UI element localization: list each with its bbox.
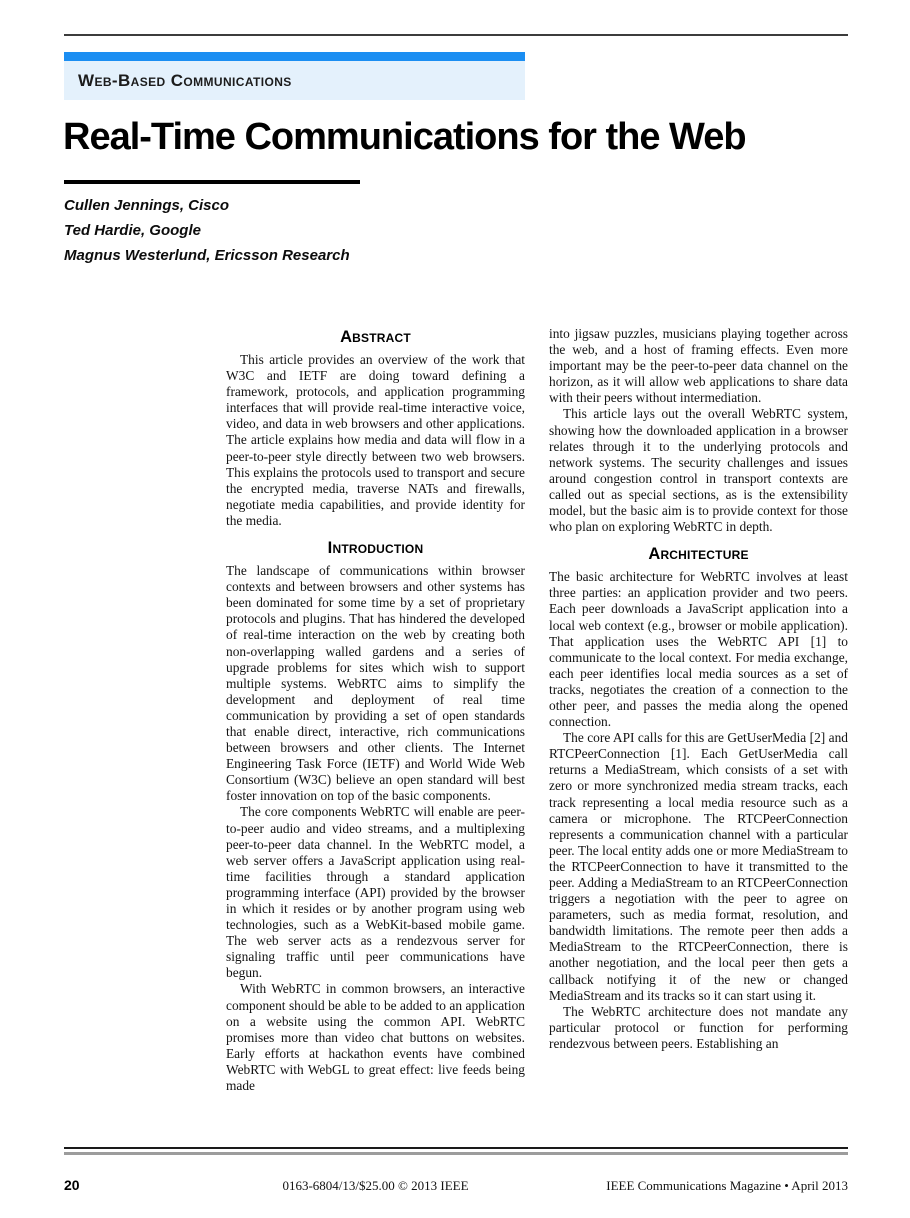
introduction-paragraph: This article lays out the overall WebRTC system, showing how the downloaded application in a browser relates through it to the underlying protocols and network systems. The security challenges and issues around congestion control in transport contexts are called out as special sections, as is the extensibility model, but the basic aim is to provide context for those who plan on exploring WebRTC in depth. — [549, 406, 848, 535]
introduction-paragraph: The core components WebRTC will enable are peer-to-peer audio and video streams, and a multiplexing peer-to-peer data channel. In the WebRTC model, a web server offers a JavaScript application using real-time facilities through a standard application programming interface (API) provided by the browser in which it resides or by another program using web technologies, such as a WebKit-based mobile game. The web server acts as a rendezvous server for signaling traffic until peer communications have begun. — [226, 804, 525, 981]
author-line: Ted Hardie, Google — [64, 222, 201, 239]
title-underline-rule — [64, 180, 360, 184]
footer-rule-black — [64, 1147, 848, 1149]
architecture-paragraph: The WebRTC architecture does not mandate any particular protocol or function for performing rendezvous between peers. Establishing an — [549, 1003, 848, 1051]
introduction-paragraph: With WebRTC in common browsers, an interactive component should be able to be added to an application on a website using the common API. WebRTC promises more than video chat buttons on websites. Early efforts at hackathon events have combined WebRTC with WebGL to great effect: live feeds being made — [226, 981, 525, 1094]
copyright-notice: 0163-6804/13/$25.00 © 2013 IEEE — [282, 1178, 469, 1193]
abstract-paragraph: This article provides an overview of the work that W3C and IETF are doing toward defining a framework, protocols, and application programming interfaces that will provide real-time interactive voice, video, and data in web browsers and other applications. The article explains how media and data will flow in a peer-to-peer style directly between two web browsers. This explains the protocols used to transport and secure the encrypted media, traverse NATs and firewalls, negotiate media capabilities, and provide identity for the media. — [226, 352, 525, 528]
right-column — [549, 326, 848, 1146]
section-heading-abstract: Abstract — [340, 328, 411, 346]
article-title: Real-Time Communications for the Web — [63, 116, 746, 158]
category-banner — [64, 52, 525, 100]
architecture-paragraph: The core API calls for this are GetUserMedia [2] and RTCPeerConnection [1]. Each GetUserMedia call returns a MediaStream, which consists of a set with zero or more synchronized media stream tracks, each track representing a local media resource such as a camera or microphone. The RTCPeerConnection represents a communication channel with a particular peer. The local entity adds one or more MediaStream to the RTCPeerConnection to have it transmitted to the peer. Adding a MediaStream to an RTCPeerConnection triggers a negotiation with the peer to agree on parameters, such as media format, resolution, and bandwidth limitations. The remote peer then adds a MediaStream to the RTCPeerConnection, there is another negotiation, and the local peer then gets a callback notifying it of the new or changed MediaStream and its tracks so it can start using it. — [549, 730, 848, 1003]
category-banner-accent-strip — [64, 52, 525, 61]
author-line: Magnus Westerlund, Ericsson Research — [64, 247, 350, 264]
introduction-paragraph: The landscape of communications within browser contexts and between browsers and other systems has been dominated for some time by a set of proprietary protocols and plugins. That has hindered the developed of real-time interaction on the web by creating both non-overlapping walled gardens and a series of upgrade problems for sites which wish to support multiple systems. WebRTC aims to simplify the development and deployment of real time communication by providing a set of open standards that enable direct, interactive, rich communications between browsers and other clients. The Internet Engineering Task Force (IETF) and World Wide Web Consortium (W3C) believe an open standard will best foster innovation on top of the basic components. — [226, 563, 525, 804]
top-rule — [64, 34, 848, 36]
architecture-paragraph: The basic architecture for WebRTC involves at least three parties: an application provider and two peers. Each peer downloads a JavaScript application into a local web context (e.g., browser or mobile application). That application uses the WebRTC API [1] to communicate to the local context. For media exchange, each peer identifies local media sources as a set of tracks, negotiates the creation of a connection to the other peer, and passes the media along the opened connection. — [549, 569, 848, 730]
page-number: 20 — [64, 1177, 80, 1193]
category-banner-body — [64, 61, 525, 100]
introduction-paragraph-continued: into jigsaw puzzles, musicians playing together across the web, and a host of framing effects. Even more important may be the peer-to-peer data channel on the horizon, as it will allow web applications to share data with their peers without intermediation. — [549, 326, 848, 406]
author-line: Cullen Jennings, Cisco — [64, 197, 230, 214]
section-heading-architecture: Architecture — [648, 545, 749, 564]
journal-name-and-date: IEEE Communications Magazine • April 2013 — [606, 1178, 848, 1193]
footer-rule-gray — [64, 1152, 848, 1155]
author-list — [64, 193, 350, 268]
section-heading-introduction: Introduction — [327, 539, 424, 558]
left-column — [226, 326, 525, 1146]
category-label: Web-Based Communications — [78, 70, 292, 90]
page-footer — [0, 1177, 910, 1197]
body-columns — [226, 326, 848, 1146]
